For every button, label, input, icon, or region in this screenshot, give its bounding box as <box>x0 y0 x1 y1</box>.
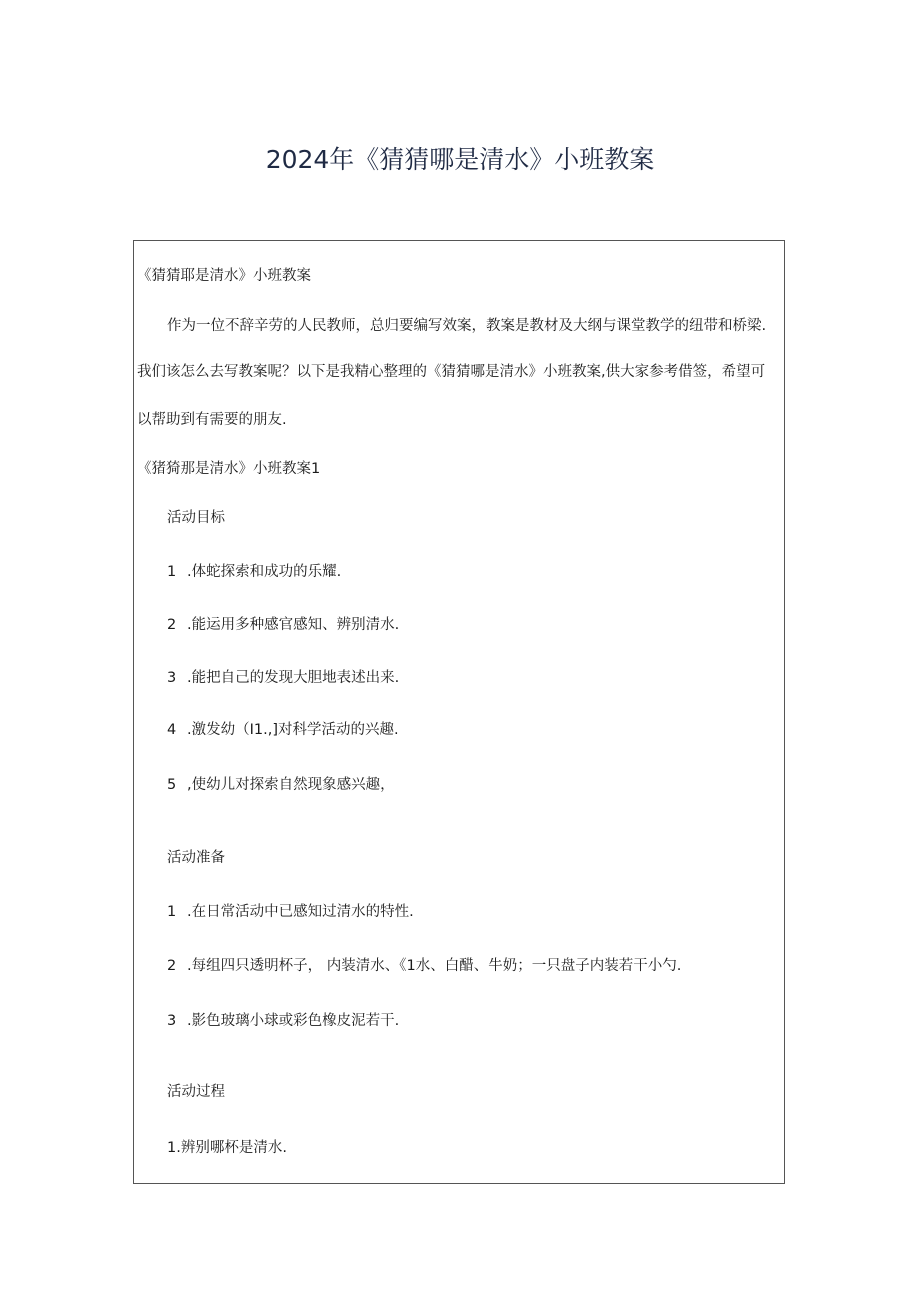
document-title: 2024年《猜猜哪是清水》小班教案 <box>265 145 655 174</box>
goal-text: .能把自己的发现大胆地表述出来. <box>187 670 400 686</box>
goal-number: 5 <box>167 777 177 793</box>
prep-heading: 活动准备 <box>167 850 225 866</box>
goal-item <box>167 668 399 688</box>
goal-text: .激发幼（I1.,]对科学活动的兴趣. <box>187 722 399 738</box>
content-frame <box>133 240 785 1184</box>
intro-line-3: 以帮助到有需要的朋友. <box>137 412 287 428</box>
goal-item <box>167 562 341 582</box>
doc-heading: 《猜猜耶是清水》小班教案 <box>137 268 311 284</box>
prep-text: .每组四只透明杯子， 内装清水、《1水、白醋、牛奶；一只盘子内装若干小勺. <box>187 958 682 974</box>
prep-number: 2 <box>167 958 177 974</box>
intro-line-2: 我们该怎么去写教案呢？以下是我精心整理的《猜猜哪是清水》小班教案,供大家参考借签，希望可 <box>137 364 766 380</box>
prep-item <box>167 956 681 976</box>
goals-heading: 活动目标 <box>167 510 225 526</box>
prep-number: 3 <box>167 1013 177 1029</box>
prep-text: .在日常活动中已感知过清水的特性. <box>187 904 414 920</box>
process-step-1: 1.辨别哪杯是清水. <box>167 1140 287 1156</box>
goal-item <box>167 720 399 740</box>
goal-text: .能运用多种感官感知、辨别清水. <box>187 617 400 633</box>
prep-item <box>167 902 414 922</box>
goal-number: 3 <box>167 670 177 686</box>
intro-line-1: 作为一位不辞辛劳的人民教师，总归要编写效案，教案是教材及大纲与课堂教学的纽带和桥梁. <box>167 318 767 334</box>
process-heading: 活动过程 <box>167 1084 225 1100</box>
goal-text: ,使幼儿对探索自然现象感兴趣， <box>187 777 395 793</box>
goal-number: 1 <box>167 564 177 580</box>
goal-item <box>167 775 395 795</box>
section-heading: 《猪猗那是清水》小班教案1 <box>137 461 321 477</box>
prep-text: .影色玻璃小球或彩色橡皮泥若干. <box>187 1013 400 1029</box>
goal-number: 2 <box>167 617 177 633</box>
goal-text: .体蛇探索和成功的乐耀. <box>187 564 342 580</box>
goal-item <box>167 615 399 635</box>
prep-item <box>167 1011 399 1031</box>
prep-number: 1 <box>167 904 177 920</box>
goal-number: 4 <box>167 722 177 738</box>
